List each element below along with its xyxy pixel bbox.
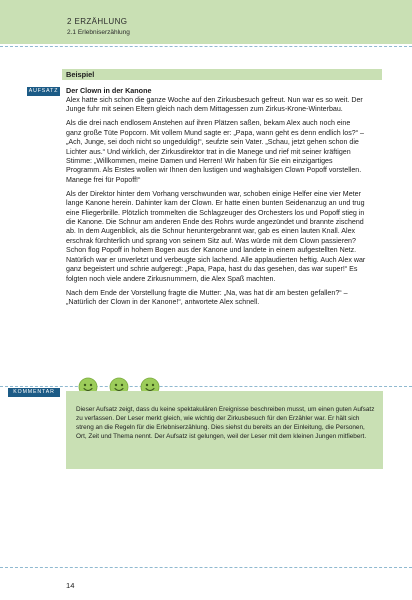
example-label: Beispiel — [66, 70, 95, 79]
header-divider — [0, 46, 412, 47]
essay-paragraph: Als der Direktor hinter dem Vorhang verschwunden war, schoben einige Helfer eine vier Meter lange Kanone herein. Dahinter kam der Clown. Er hatte einen bunten Seidenanzug an und trug eine Fliegerbrille. Plötzlich trommelten die Schlagzeuger des Orchesters los und Popoff stieg in die Kanone. Die Schnur am anderen Ende des Rohrs wurde angezündet und brannte zischend ab. In dem Augenblick, als die Schnur heruntergebrannt war, gab es einen lauten Knall. Alex erschrak fürchterlich und sprang von seinem Sitz auf. Was würde mit dem Clown passieren? Schon flog Popoff in hohem Bogen aus der Kanone und landete in einem aufgestellten Netz. Natürlich war er unverletzt und verbeugte sich lachend. Alle applaudierten heftig. Auch Alex war ganz begeistert und schrie aufgeregt: „Papa, Papa, hast du das gesehen, das war super!“ Es folgten noch viele andere Zirkusnummern, die Alex Spaß machten. — [66, 189, 366, 283]
example-bar — [62, 69, 382, 80]
essay-title: Der Clown in der Kanone — [66, 86, 152, 95]
comment-text: Dieser Aufsatz zeigt, dass du keine spektakulären Ereignisse beschreiben musst, um einen guten Aufsatz zu verfassen. Der Leser merkt gleich, wie wichtig der Zirkusbesuch für den Erzähler war. Er hält sich streng an die Regeln für die Erlebniserzählung. Dies siehst du bereits an der Einleitung, die Personen, Ort, Zeit und Thema nennt. Der Aufsatz ist gelungen, weil der Leser mit dem kleinen Jungen mitfiebert. — [76, 406, 375, 440]
footer-divider — [0, 567, 412, 568]
section-title: 2.1 Erlebniserzählung — [67, 29, 130, 36]
essay-paragraph: Als die drei nach endlosem Anstehen auf ihren Plätzen saßen, bekam Alex auch noch eine ganz große Tüte Popcorn. Mit vollem Mund sagte er: „Papa, wann geht es denn endlich los?“ – „Ach, Junge, sei doch nicht so ungeduldig!“, seufzte sein Vater. „Schau, jetzt gehen schon die Lichter aus.“ Und wirklich, der Zirkusdirektor trat in die Manege und rief mit seiner kräftigen Stimme: „Willkommen, meine Damen und Herren! Wir haben für Sie ein einzigartiges Programm. Als Erstes wollen wir Ihnen den lustigen und waghalsigen Clown Popoff vorstellen. Manege frei für Popoff!“ — [66, 119, 364, 184]
page-number: 14 — [66, 581, 75, 590]
essay-text — [66, 86, 366, 312]
chapter-title: 2 ERZÄHLUNG — [67, 17, 128, 26]
comment-tag: KOMMENTAR — [8, 388, 60, 397]
comment-divider — [0, 386, 412, 387]
chapter-header — [0, 0, 412, 44]
essay-tag: AUFSATZ — [28, 88, 59, 94]
essay-paragraph: Alex hatte sich schon die ganze Woche auf den Zirkusbesuch gefreut. Nun war es so weit. Der Junge fuhr mit seinen Eltern gleich nach dem Mittagessen zum Zirkus-Krone-Winterbau. — [66, 96, 363, 114]
essay-paragraph: Nach dem Ende der Vorstellung fragte die Mutter: „Na, was hat dir am besten gefallen?“ – „Natürlich der Clown in der Kanone!“, antwortete Alex schnell. — [66, 288, 348, 306]
